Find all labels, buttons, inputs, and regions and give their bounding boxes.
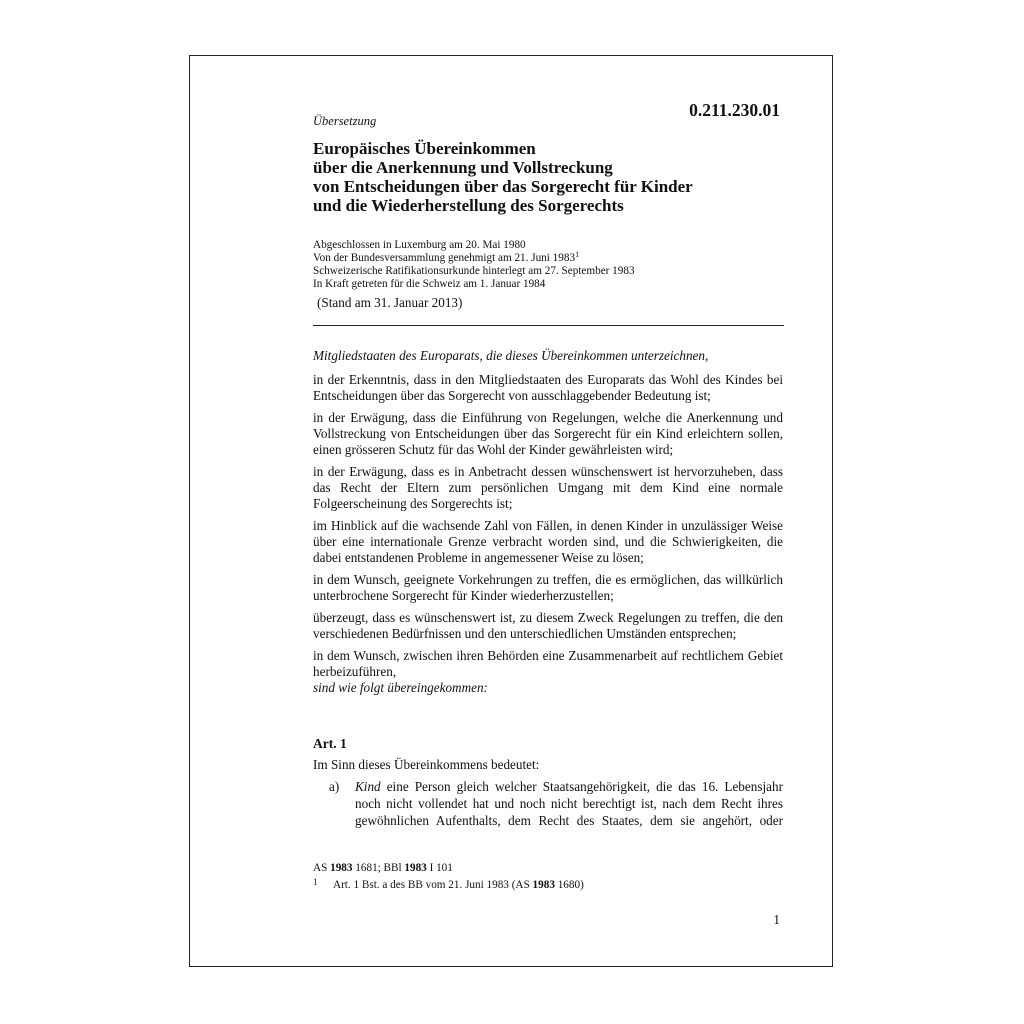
preamble-paragraph: in dem Wunsch, zwischen ihren Behörden eine Zusammenarbeit auf rechtlichem Gebiet herbeizuführen, (313, 648, 783, 679)
sr-number: 0.211.230.01 (689, 100, 780, 120)
item-text (355, 778, 783, 829)
treaty-metadata (313, 239, 783, 291)
footnote-text-b: 1680) (554, 879, 584, 891)
preamble-paragraph: in der Erwägung, dass es in Anbetracht dessen wünschenswert ist hervorzuheben, dass das Recht der Eltern zum persönlichen Umgang mit dem Kind eine normale Folgeerscheinung des Sorgerechts ist; (313, 464, 783, 511)
document-title (313, 139, 783, 215)
source-bbl-page: I 101 (426, 862, 453, 874)
translation-label: Übersetzung (313, 114, 377, 128)
footnotes (313, 861, 783, 891)
footnote-reference[interactable]: 1 (575, 250, 580, 259)
preamble-paragraph: im Hinblick auf die wachsende Zahl von Fällen, in denen Kinder in unzulässiger Weise über eine internationale Grenze verbracht worden sind, und die Schwierigkeiten, die dabei entstandenen Probleme in angemessener Weise zu lösen; (313, 518, 783, 565)
source-as-page: 1681; BBl (352, 862, 405, 874)
item-term: Kind (355, 779, 381, 794)
footnote-number: 1 (313, 877, 318, 887)
source-bbl-year: 1983 (404, 862, 427, 874)
article-title: Art. 1 (313, 736, 347, 751)
footnote-text (333, 878, 584, 892)
preamble-paragraph: in dem Wunsch, geeignete Vorkehrungen zu treffen, die es ermöglichen, das willkürlich unterbrochene Sorgerecht für Kinder wiederherzustellen; (313, 572, 783, 603)
source-reference (313, 861, 783, 875)
item-marker: a) (329, 779, 340, 794)
title-line: von Entscheidungen über das Sorgerecht für Kinder (313, 177, 693, 196)
footnote-text-a: Art. 1 Bst. a des BB vom 21. Juni 1983 (AS (333, 879, 533, 891)
preamble-intro: Mitgliedstaaten des Europarats, die dieses Übereinkommen unterzeichnen, (313, 348, 709, 363)
preamble-paragraph: überzeugt, dass es wünschenswert ist, zu diesem Zweck Regelungen zu treffen, die den verschiedenen Bedürfnissen und den unterschiedlichen Umständen entsprechen; (313, 610, 783, 641)
status-date: (Stand am 31. Januar 2013) (317, 295, 463, 310)
document-page (189, 55, 833, 967)
ratification-line: Schweizerische Ratifikationsurkunde hinterlegt am 27. September 1983 (313, 265, 635, 277)
preamble (313, 348, 783, 702)
title-line: über die Anerkennung und Vollstreckung (313, 158, 613, 177)
title-line: und die Wiederherstellung des Sorgerechts (313, 196, 624, 215)
approved-line (313, 252, 783, 265)
title-line: Europäisches Übereinkommen (313, 139, 536, 158)
item-definition: eine Person gleich welcher Staatsangehörigkeit, die das 16. Lebensjahr noch nicht vollendet hat und noch nicht berechtigt ist, nach dem Recht ihres gewöhnlichen Aufenthalts, dem Recht des Staates, dem sie angehört, oder (355, 779, 783, 828)
preamble-paragraph: in der Erwägung, dass die Einführung von Regelungen, welche die Anerkennung und Vollstreckung von Entscheidungen über das Sorgerecht für ein Kind erleichtern sollen, einen grösseren Schutz für das Wohl der Kinder gewährleisten wird; (313, 410, 783, 457)
concluded-line: Abgeschlossen in Luxemburg am 20. Mai 1980 (313, 239, 526, 251)
footnote-year: 1983 (532, 879, 555, 891)
preamble-closing: sind wie folgt übereingekommen: (313, 680, 488, 695)
page-number: 1 (773, 912, 780, 927)
in-force-line: In Kraft getreten für die Schweiz am 1. Januar 1984 (313, 278, 546, 290)
divider-line (313, 325, 784, 326)
article-intro: Im Sinn dieses Übereinkommens bedeutet: (313, 757, 540, 772)
approved-text: Von der Bundesversammlung genehmigt am 21. Juni 1983 (313, 252, 576, 264)
source-as-year: 1983 (330, 862, 353, 874)
source-as-label: AS (313, 862, 331, 874)
preamble-paragraph: in der Erkenntnis, dass in den Mitgliedstaaten des Europarats das Wohl des Kindes bei Entscheidungen über das Sorgerecht von ausschlaggebender Bedeutung ist; (313, 372, 783, 403)
